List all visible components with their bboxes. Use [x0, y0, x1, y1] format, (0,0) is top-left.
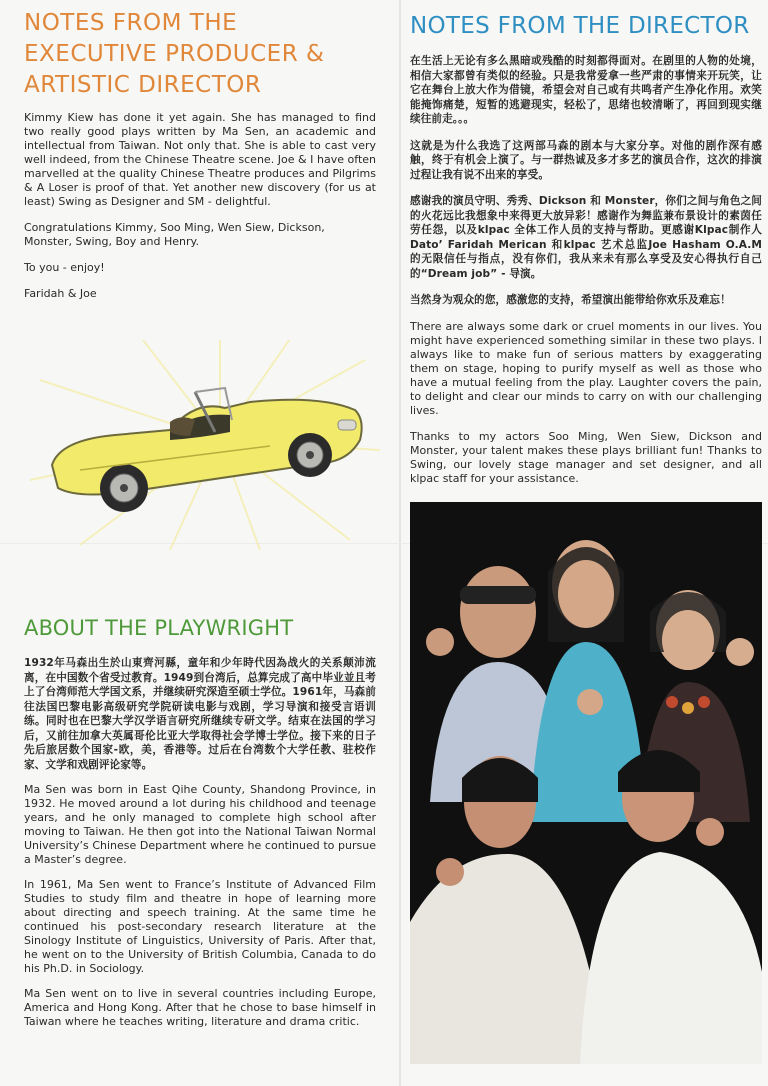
playwright-title: ABOUT THE PLAYWRIGHT	[24, 616, 294, 640]
director-paragraph-chinese: 感谢我的演员守明、秀秀、Dickson 和 Monster，你们之间与角色之间的火花远比我想象中来得更大放异彩！感谢作为舞监兼布景设计的素茵任劳任怨，以及klpac 全体工作人员的支持与帮助。更感谢Klpac制作人Dato’ Faridah Merican 和klpac 艺术总监Joe Hasham O.A.M 的无限信任与指点，没有你们，我从来未有那么享受及安心得执行自己的“Dream job” - 导演。	[410, 195, 762, 280]
director-section	[410, 8, 762, 498]
exec-signature: Faridah & Joe	[24, 287, 97, 300]
exec-producer-title	[24, 8, 376, 101]
exec-paragraph: Kimmy Kiew has done it yet again. She has managed to find two really good plays written by Ma Sen, an academic and intellectual from Taiwan. Not only that. She is able to cast very well indeed, from the Chinese Theatre scene. Joe & I have often marvelled at the quality Chinese Theatre produces and Pilgrims & A Loser is proof of that. Yet another new discovery (for us at least) Swing as Designer and SM - delightful.	[24, 111, 376, 208]
exec-producer-section	[24, 8, 376, 313]
exec-title-line-3: ARTISTIC DIRECTOR	[24, 72, 262, 98]
exec-title-line-2: EXECUTIVE PRODUCER &	[24, 41, 325, 67]
director-body	[410, 54, 762, 486]
exec-paragraph: Congratulations Kimmy, Soo Ming, Wen Siew, Dickson, Monster, Swing, Boy and Henry.	[24, 221, 325, 248]
playwright-paragraph-chinese: 1932年马森出生於山東齊河縣，童年和少年時代因為战火的关系颠沛流离，在中国数个省受过教育。1949到台湾后，总算完成了高中毕业並且考上了台湾师范大学国文系，并继续研究深造至硕士学位。1961年，马森前往法国巴黎电影高级研究学院研读电影与戏剧，学习导演和接受言语训练。同时也在巴黎大学汉学语言研究所继续专研文学。结束在法国的学习后，又前往加拿大英属哥伦比亚大学取得社会学博士学位。接下来的日子先后旅居数个国家-欧，美，香港等。过后在台湾数个大学任教、驻校作家、文学和戏剧评论家等。	[24, 657, 376, 771]
director-paragraph: Thanks to my actors Soo Ming, Wen Siew, Dickson and Monster, your talent makes these plays brilliant fun! Thanks to Swing, our lovely stage manager and set designer, and all klpac staff for your assistance.	[410, 429, 762, 485]
thumbs-up-icon	[696, 818, 724, 846]
thumbs-up-icon	[577, 689, 603, 715]
thumbs-up-icon	[426, 628, 454, 656]
director-paragraph-chinese: 在生活上无论有多么黑暗或残酷的时刻都得面对。在剧里的人物的处境，相信大家都曾有类似的经验。只是我常爱拿一些严肃的事情来开玩笑，让它在舞台上放大作为借镜，希望会对自己或有共鸣者产生净化作用。欢笑能掩饰痛楚，短暂的逃避现实，轻松了，思绪也较清晰了，再回到现实继续往前走。。。	[410, 55, 762, 125]
thumbs-up-icon	[436, 858, 464, 886]
director-title: NOTES FROM THE DIRECTOR	[410, 13, 750, 39]
car-illustration	[20, 340, 380, 550]
cast-photo	[410, 502, 762, 1064]
playwright-paragraph: Ma Sen went on to live in several countries including Europe, America and Hong Kong. After that he chose to base himself in Taiwan where he teaches writing, literature and drama critic.	[24, 987, 376, 1028]
director-paragraph-chinese: 当然身为观众的您，感激您的支持，希望演出能带给你欢乐及难忘！	[410, 294, 731, 306]
playwright-body	[24, 656, 376, 1029]
director-paragraph: There are always some dark or cruel moments in our lives. You might have experienced something similar in these two plays. I always like to make fun of serious matters by exaggerating them on stage, hoping to purify myself as well as those who have a mutual feeling from the play. Laughter covers the pain, to delight and clear our minds to carry on with our challenging lives.	[410, 319, 762, 417]
thumbs-up-icon	[726, 638, 754, 666]
playwright-section	[24, 614, 376, 1040]
director-paragraph-chinese: 这就是为什么我选了这两部马森的剧本与大家分享。对他的剧作深有感触，终于有机会上演了。与一群热诚及多才多艺的演员合作，这次的排演过程让我有说不出来的享受。	[410, 139, 762, 181]
cast-group-photo-icon	[410, 502, 762, 1064]
playwright-paragraph: Ma Sen was born in East Qihe County, Shandong Province, in 1932. He moved around a lot during his childhood and teenage years, and he only managed to complete high school after moving to Taiwan. He then got into the National Taiwan Normal University’s Chinese Department where he continued to pursue a Master’s degree.	[24, 783, 376, 866]
convertible-car-icon	[20, 340, 380, 550]
playwright-paragraph: In 1961, Ma Sen went to France’s Institute of Advanced Film Studies to study film and theatre in hope of learning more about directing and speech training. At the same time he continued his post-secondary research literature at the Sinology Institute of Linguistics, University of Paris. After that, he went on to the University of British Columbia, Canada to do his Ph.D. in Sociology.	[24, 878, 376, 975]
exec-title-line-1: NOTES FROM THE	[24, 10, 238, 36]
exec-paragraph: To you - enjoy!	[24, 261, 105, 274]
exec-producer-body	[24, 111, 376, 301]
